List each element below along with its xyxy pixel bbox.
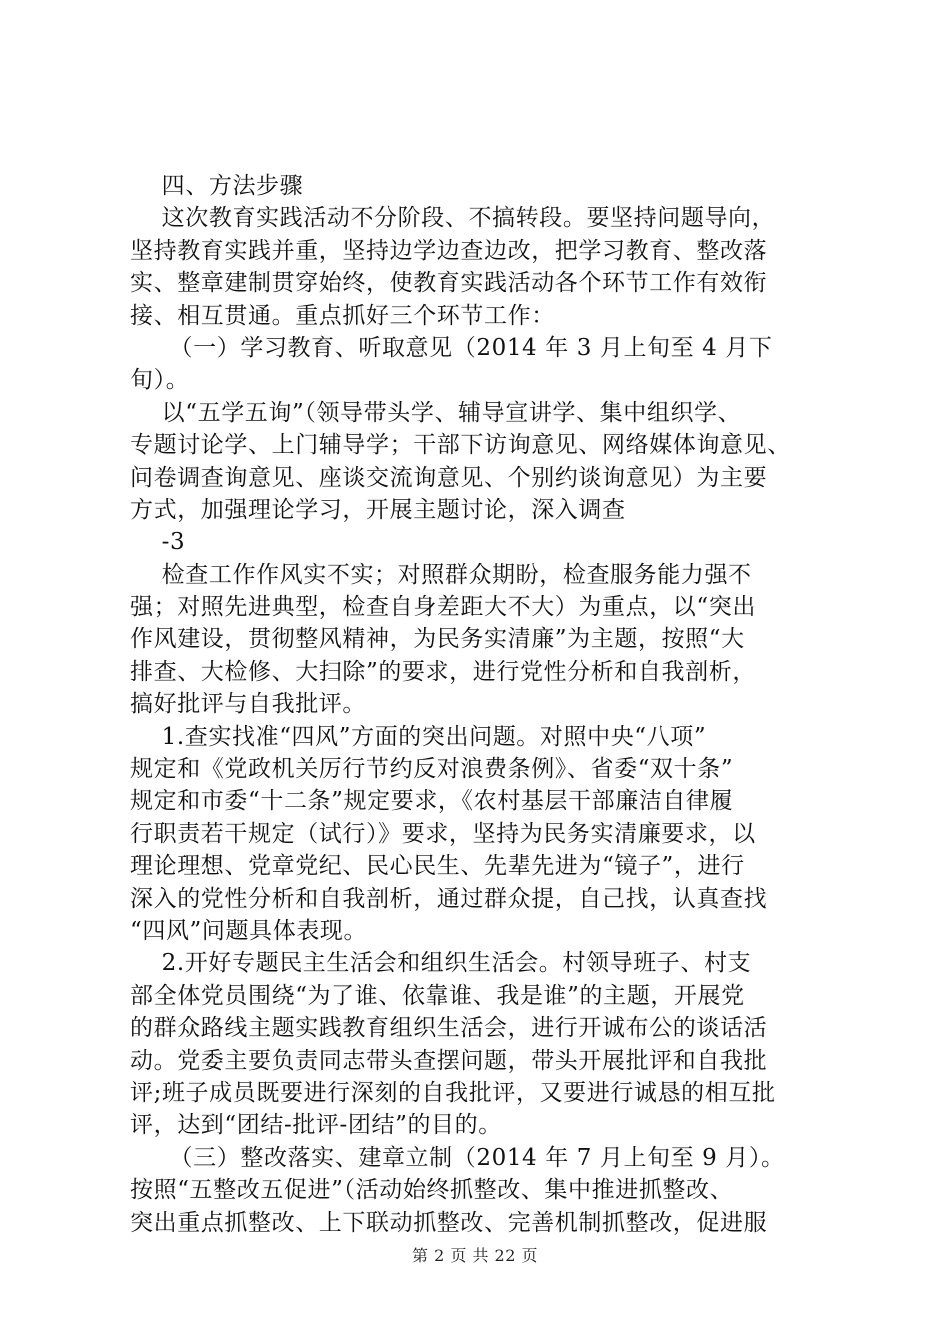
text-line: 规定和市委“十二条”规定要求，《农村基层干部廉洁自律履	[130, 788, 734, 815]
text-line: 专题讨论学、上门辅导学；干部下访询意见、网络媒体询意见、	[130, 432, 791, 459]
text-line: -3	[130, 529, 186, 556]
text-line: 旬）。	[130, 367, 190, 394]
text-line: 评;班子成员既要进行深刻的自我批评，又要进行诚恳的相互批	[130, 1079, 776, 1106]
text-line: 排查、大检修、大扫除”的要求，进行党性分析和自我剖析，	[130, 658, 756, 685]
text-line: 方式，加强理论学习，开展主题讨论，深入调查	[130, 496, 626, 523]
text-line: 以“五学五询”（领导带头学、辅导宣讲学、集中组织学、	[130, 399, 742, 426]
subsection-heading: （三）整改落实、建章立制（2014 年 7 月上旬至 9 月）。	[130, 1144, 785, 1171]
section-heading: 四、方法步骤	[130, 173, 304, 199]
text-line: 规定和《党政机关厉行节约反对浪费条例》、省委“双十条”	[130, 756, 734, 783]
text-line: 评，达到“团结-批评-团结”的目的。	[130, 1112, 502, 1139]
text-line: 接、相互贯通。重点抓好三个环节工作：	[130, 302, 555, 329]
text-line: 搞好批评与自我批评。	[130, 691, 366, 718]
text-line: 1.查实找准“四风”方面的突出问题。对照中央“八项”	[130, 723, 707, 750]
text-line: 强；对照先进典型，检查自身差距大不大）为重点，以“突出	[130, 594, 756, 621]
text-line: 实、整章建制贯穿始终，使教育实践活动各个环节工作有效衔	[130, 270, 768, 297]
text-line: 检查工作作风实不实；对照群众期盼，检查服务能力强不	[130, 561, 752, 588]
text-line: 理论理想、党章党纪、民心民生、先辈先进为“镜子”，进行	[130, 853, 745, 880]
text-line: 动。党委主要负责同志带头查摆问题，带头开展批评和自我批	[130, 1047, 768, 1074]
text-line: 行职责若干规定（试行）》要求，坚持为民务实清廉要求，以	[130, 820, 756, 847]
text-line: “四风”问题具体表现。	[130, 917, 368, 944]
text-line: 坚持教育实践并重，坚持边学边查边改，把学习教育、整改落	[130, 237, 768, 264]
text-line: 这次教育实践活动不分阶段、不搞转段。要坚持问题导向，	[130, 205, 776, 232]
text-line: 深入的党性分析和自我剖析，通过群众提，自己找，认真查找	[130, 885, 768, 912]
page-footer	[0, 1243, 950, 1266]
text-line: 部全体党员围绕“为了谁、依靠谁、我是谁”的主题，开展党	[130, 982, 745, 1009]
subsection-heading: （一）学习教育、听取意见（2014 年 3 月上旬至 4 月下	[130, 334, 773, 361]
text-line: 突出重点抓整改、上下联动抓整改、完善机制抓整改，促进服	[130, 1209, 768, 1236]
document-body	[130, 170, 830, 1239]
text-line: 按照“五整改五促进”（活动始终抓整改、集中推进抓整改、	[130, 1177, 734, 1204]
page-number-label: 第 2 页 共 22 页	[412, 1246, 538, 1265]
text-line: 2.开好专题民主生活会和组织生活会。村领导班子、村支	[130, 950, 752, 977]
text-line: 问卷调查询意见、座谈交流询意见、个别约谈询意见）为主要	[130, 464, 768, 491]
text-line: 的群众路线主题实践教育组织生活会，进行开诚布公的谈话活	[130, 1015, 768, 1042]
text-line: 作风建设，贯彻整风精神，为民务实清廉”为主题，按照“大	[130, 626, 745, 653]
